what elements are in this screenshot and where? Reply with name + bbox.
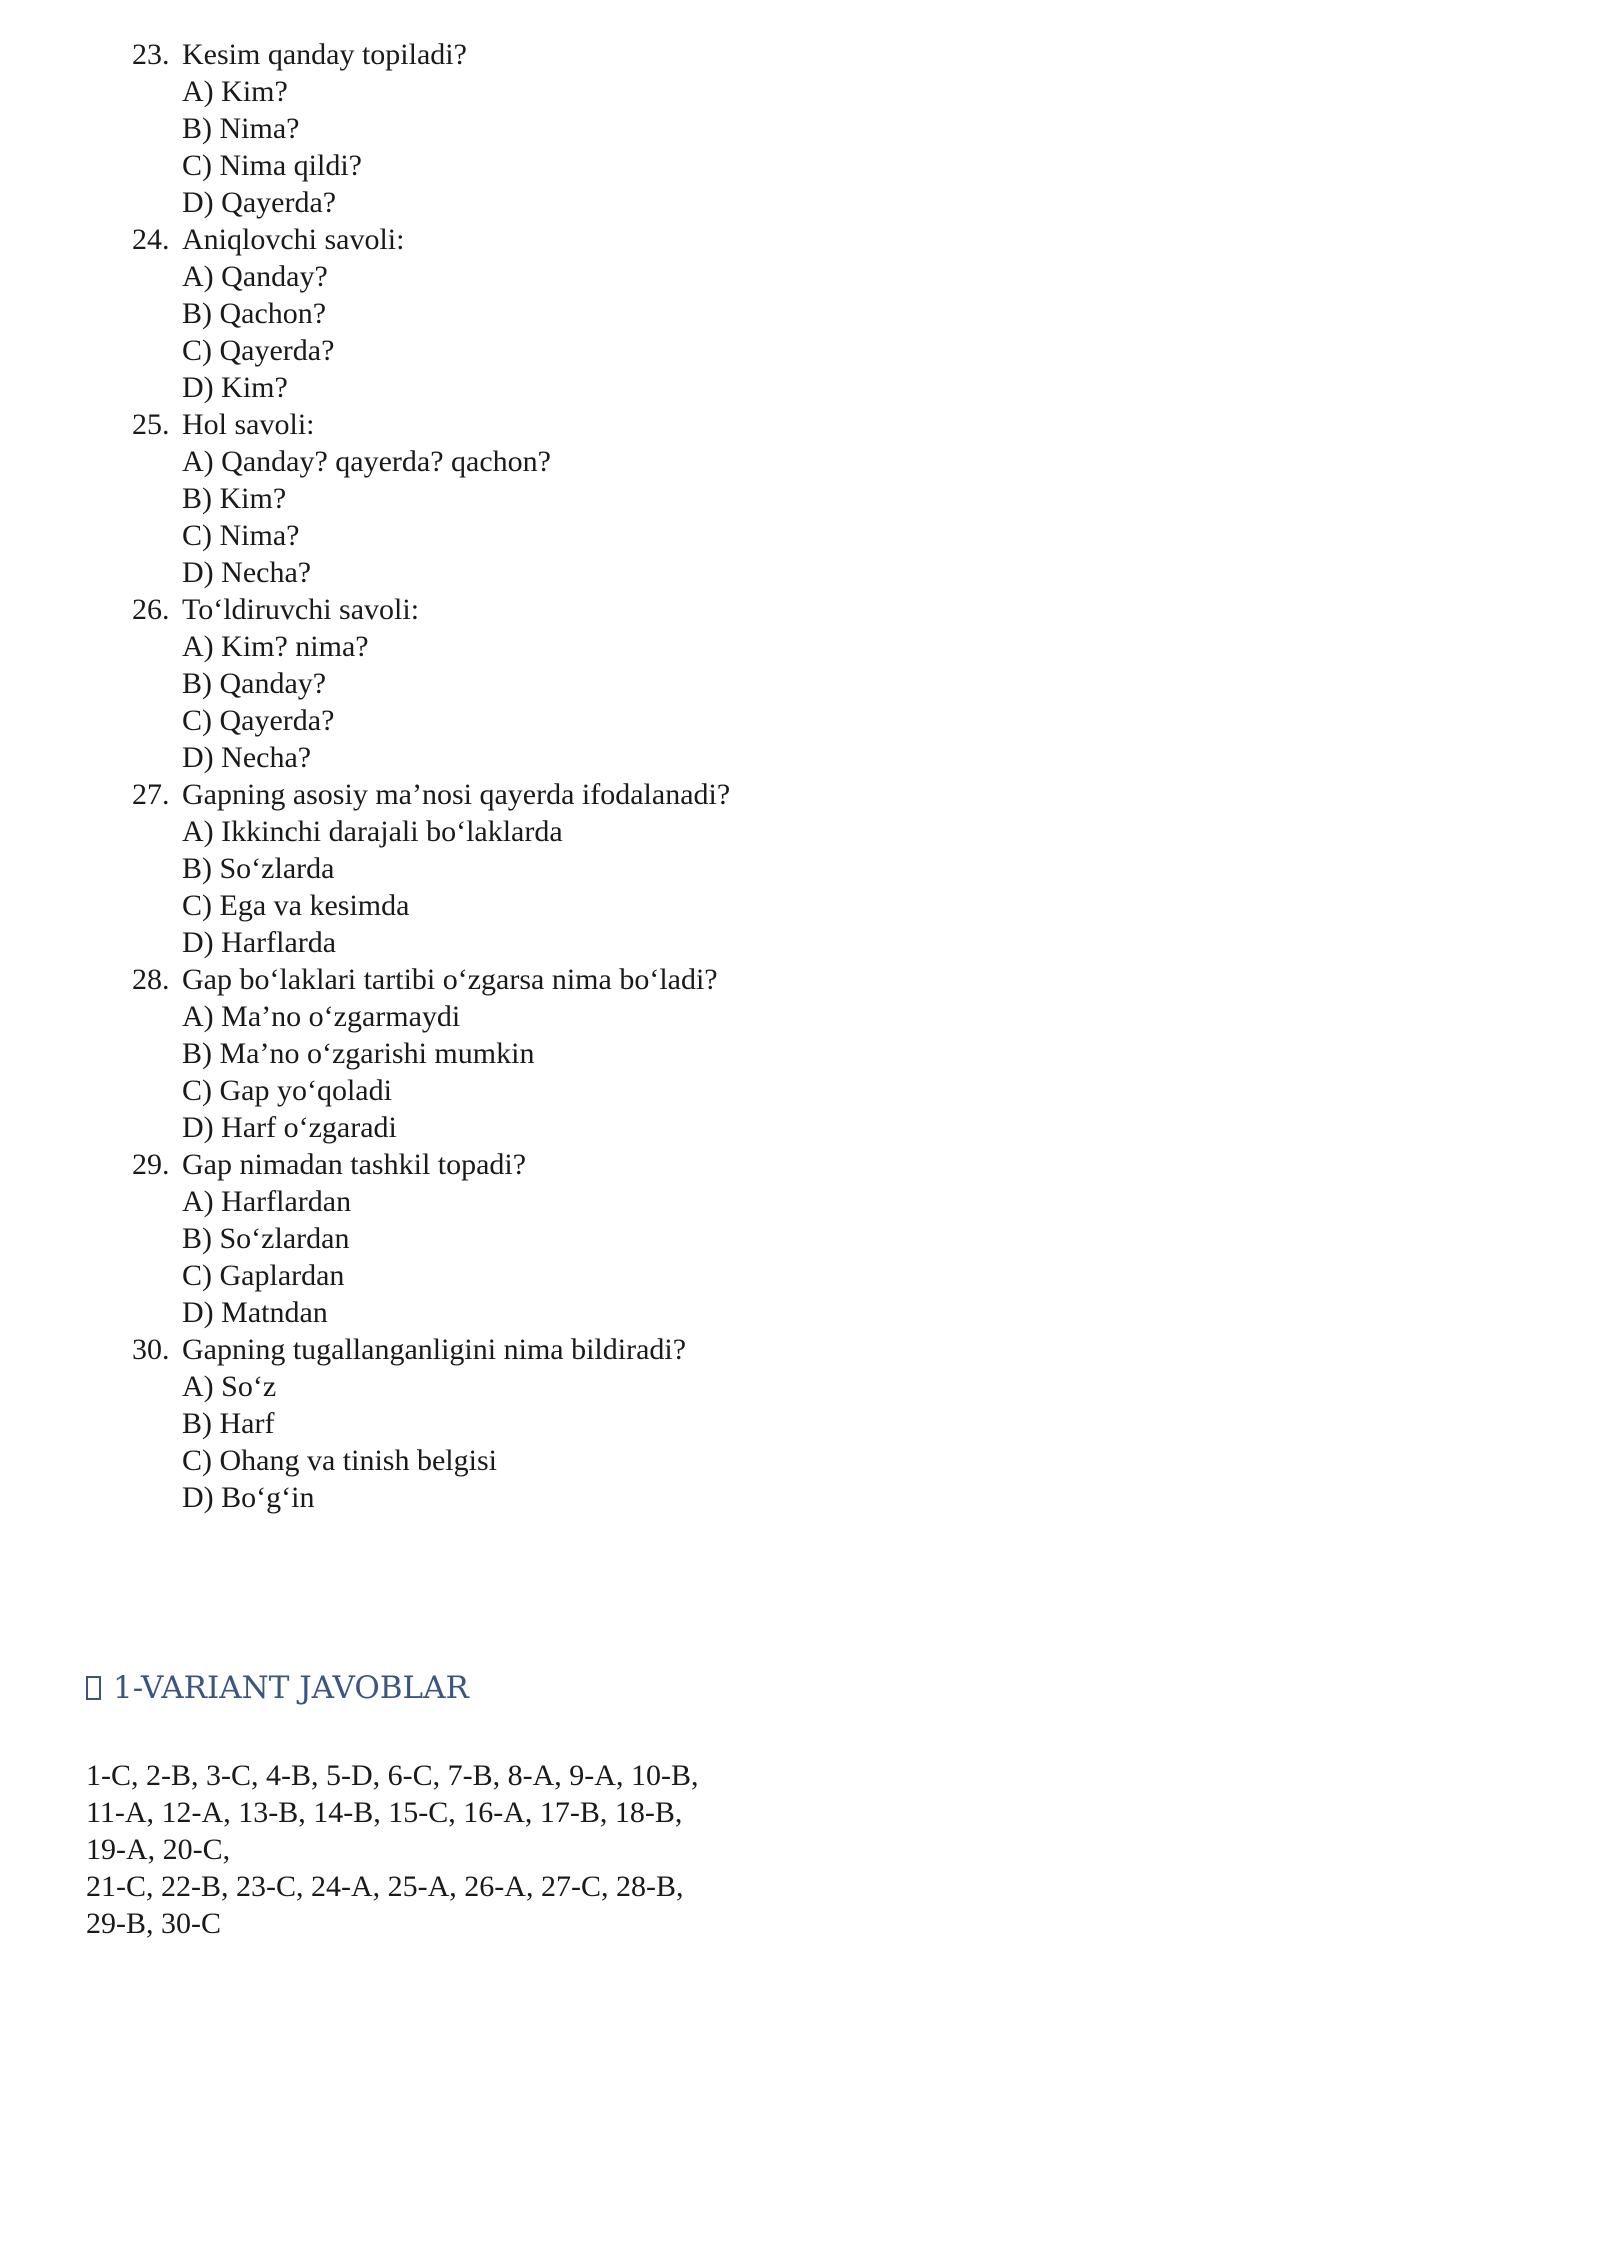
option-b: B) Qachon? [182,297,327,330]
option-b: B) Nima? [182,112,300,145]
option-a: A) Kim? nima? [182,630,369,663]
option-list [182,1368,752,1516]
option-c: C) Ohang va tinish belgisi [182,1444,497,1477]
question-item [132,961,752,1146]
option-list [182,998,752,1146]
question-item [132,591,752,776]
question-list [132,36,752,1516]
option-b: B) Ma’no o‘zgarishi mumkin [182,1037,535,1070]
question-text: Gapning asosiy ma’nosi qayerda ifodalanadi? [182,778,731,811]
option-c: C) Qayerda? [182,334,335,367]
question-number: 25. [132,408,170,441]
option-list [182,813,752,961]
question-item [132,221,752,406]
answers-heading [86,1668,469,1708]
option-c: C) Gaplardan [182,1259,345,1292]
question-item [132,776,752,961]
question-text: Gapning tugallanganligini nima bildiradi? [182,1333,687,1366]
option-c: C) Gap yo‘qoladi [182,1074,392,1107]
question-text: Hol savoli: [182,408,315,441]
option-a: A) Ma’no o‘zgarmaydi [182,1000,461,1033]
option-a: A) Ikkinchi darajali bo‘laklarda [182,815,563,848]
question-item [132,1331,752,1516]
question-text: Kesim qanday topiladi? [182,38,467,71]
option-d: D) Matndan [182,1296,328,1329]
option-d: D) Kim? [182,371,288,404]
question-text: To‘ldiruvchi savoli: [182,593,420,626]
option-c: C) Nima? [182,519,300,552]
option-list [182,73,752,221]
answer-key [86,1757,726,1942]
option-d: D) Necha? [182,741,312,774]
option-a: A) Kim? [182,75,288,108]
question-item [132,36,752,221]
question-item [132,406,752,591]
option-a: A) Qanday? qayerda? qachon? [182,445,551,478]
option-list [182,443,752,591]
option-d: D) Bo‘g‘in [182,1481,315,1514]
option-a: A) Qanday? [182,260,328,293]
option-d: D) Qayerda? [182,186,337,219]
option-c: C) Qayerda? [182,704,335,737]
answers-heading-text: 1-VARIANT JAVOBLAR [113,1670,469,1706]
option-b: B) Kim? [182,482,287,515]
option-c: C) Ega va kesimda [182,889,410,922]
option-d: D) Harf o‘zgaradi [182,1111,397,1144]
option-a: A) So‘z [182,1370,277,1403]
answer-line-1: 1-C, 2-B, 3-C, 4-B, 5-D, 6-C, 7-B, 8-A, 9-A, 10-B, [86,1759,699,1792]
option-b: B) So‘zlarda [182,852,335,885]
answer-line-3: 21-C, 22-B, 23-C, 24-A, 25-A, 26-A, 27-C, 28-B, 29-B, 30-C [86,1870,684,1940]
question-text: Gap bo‘laklari tartibi o‘zgarsa nima bo‘ladi? [182,963,718,996]
option-d: D) Harflarda [182,926,337,959]
question-number: 26. [132,593,170,626]
question-number: 23. [132,38,170,71]
question-item [132,1146,752,1331]
question-text: Gap nimadan tashkil topadi? [182,1148,527,1181]
question-number: 27. [132,778,170,811]
option-list [182,628,752,776]
question-number: 30. [132,1333,170,1366]
missing-glyph-icon [86,1676,101,1700]
question-number: 29. [132,1148,170,1181]
question-text: Aniqlovchi savoli: [182,223,405,256]
option-b: B) So‘zlardan [182,1222,350,1255]
answer-line-2: 11-A, 12-A, 13-B, 14-B, 15-C, 16-A, 17-B, 18-B, 19-A, 20-C, [86,1796,683,1866]
option-a: A) Harflardan [182,1185,352,1218]
question-number: 24. [132,223,170,256]
option-d: D) Necha? [182,556,312,589]
question-number: 28. [132,963,170,996]
option-list [182,258,752,406]
option-c: C) Nima qildi? [182,149,362,182]
option-b: B) Qanday? [182,667,327,700]
option-list [182,1183,752,1331]
option-b: B) Harf [182,1407,275,1440]
